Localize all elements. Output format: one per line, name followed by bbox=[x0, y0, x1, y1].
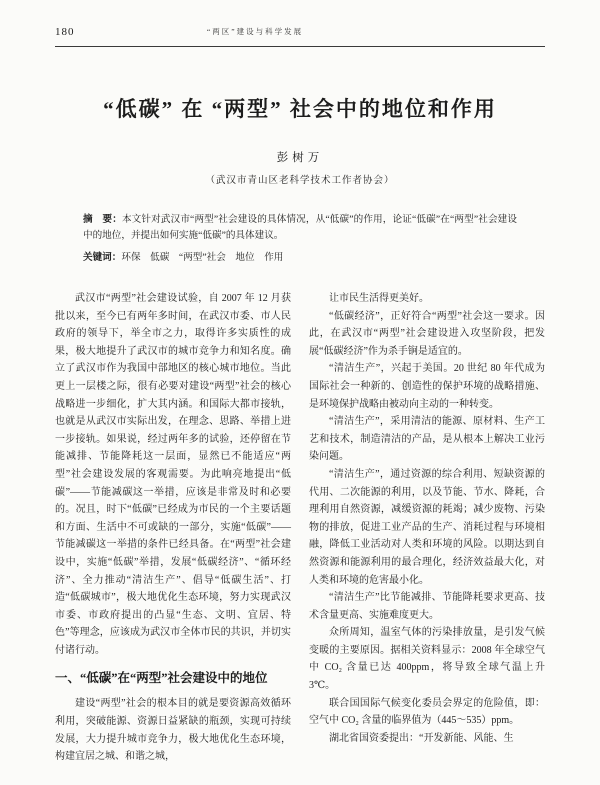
keywords-label: 关键词： bbox=[83, 252, 122, 263]
paragraph: 让市民生活得更美好。 bbox=[329, 293, 429, 304]
abstract-label: 摘 要： bbox=[83, 214, 122, 225]
body-columns bbox=[55, 290, 545, 766]
journal-header: “两区”建设与科学发展 bbox=[206, 27, 304, 36]
paragraph: “清洁生产”，采用清洁的能源、原材料、生产工艺和技术，制造清洁的产品，是从根本上解决工业污染问题。 bbox=[309, 416, 545, 463]
author-name: 彭树万 bbox=[276, 152, 324, 164]
abstract bbox=[83, 212, 517, 244]
keywords-text: 环保 低碳 “两型”社会 地位 作用 bbox=[121, 252, 284, 263]
keywords bbox=[83, 250, 517, 266]
paragraph: “低碳经济”，正好符合“两型”社会这一要求。因此，在武汉市“两型”社会建设进入攻坚阶段，把发展“低碳经济”作为杀手锏是适宜的。 bbox=[309, 310, 545, 357]
paragraph: 建设“两型”社会的根本目的就是要资源高效循环利用，突破能源、资源日益紧缺的瓶颈，实现可持续发展，大力提升城市竞争力，极大地优化生态环境，构建宜居之城、和谐之城， bbox=[55, 698, 291, 763]
article-title: “低碳” 在 “两型” 社会中的地位和作用 bbox=[103, 97, 497, 121]
paragraph: 联合国国际气候变化委员会界定的危险值，即：空气中 CO₂ 含量的临界值为（445～535）ppm。 bbox=[309, 697, 545, 727]
author-affiliation: （武汉市青山区老科学技术工作者协会） bbox=[205, 176, 395, 186]
paragraph: 武汉市“两型”社会建设试验，自 2007 年 12 月获批以来，至今已有两年多时间，在武汉市委、市人民政府的领导下，举全市之力，取得许多实质性的成果，极大地提升了武汉市的城市竞争力和知名度。确立了武汉市作为我国中部地区的核心城市地位。当此更上一层楼之际，很有必要对建设“两型”社会的核心战略进一步细化，扩大其内涵。和国际大都市接轨，也就是从武汉市实际出发，在理念、思路、举措上进一步接轨。如果说，经过两年多的试验，还停留在节能减排、节能降耗这一层面，显然已不能适应“两型”社会建设发展的客观需要。为此响亮地提出“低碳”——节能减碳这一举措，应该是非常及时和必要的。况且，时下“低碳”已经成为市民的一个主要话题和方面、生活中不可或缺的一部分，实施“低碳”——节能减碳这一举措的条件已经具备。在“两型”社会建设中，实施“低碳”举措，发展“低碳经济”、“循环经济”、全力推动“清洁生产”、倡导“低碳生活”、打造“低碳城市”，极大地优化生态环境，努力实现武汉市委、市政府提出的凸显“生态、文明、宜居、特色”等理念，应该成为武汉市全体市民的共识，并切实付诸行动。 bbox=[55, 293, 291, 656]
page-number: 180 bbox=[55, 26, 75, 38]
paragraph: “清洁生产”，通过资源的综合利用、短缺资源的代用、二次能源的利用，以及节能、节水、降耗，合理利用自然资源，减缓资源的耗竭；减少废物、污染物的排放，促进工业产品的生产、消耗过程与环境相融，降低工业活动对人类和环境的风险。以期达到自然资源和能源利用的最合理化，经济效益最大化，对人类和环境的危害最小化。 bbox=[309, 468, 545, 586]
paragraph: 湖北省国资委提出：“开发新能、风能、生 bbox=[329, 732, 514, 744]
paragraph: “清洁生产”，兴起于美国。20 世纪 80 年代成为国际社会一种新的、创造性的保护环境的战略措施、是环境保护战略由被动向主动的一种转变。 bbox=[309, 363, 545, 410]
left-column bbox=[55, 290, 291, 766]
running-head bbox=[55, 26, 545, 47]
paragraph: “清洁生产”比节能减排、节能降耗要求更高、技术含量更高、实施难度更大。 bbox=[309, 592, 545, 621]
paragraph: 众所周知，温室气体的污染排放量，是引发气候变暖的主要原因。据相关资料显示：2008 年全球空气中 CO₂ 含量已达 400ppm，将导致全球气温上升 3℃。 bbox=[309, 627, 545, 692]
abstract-text: 本文针对武汉市“两型”社会建设的具体情况，从“低碳”的作用，论证“低碳”在“两型”社会建设中的地位，并提出如何实施“低碳”的具体建议。 bbox=[83, 214, 518, 241]
section-heading: 一、“低碳”在“两型”社会建设中的地位 bbox=[55, 671, 268, 686]
right-column bbox=[309, 290, 545, 766]
